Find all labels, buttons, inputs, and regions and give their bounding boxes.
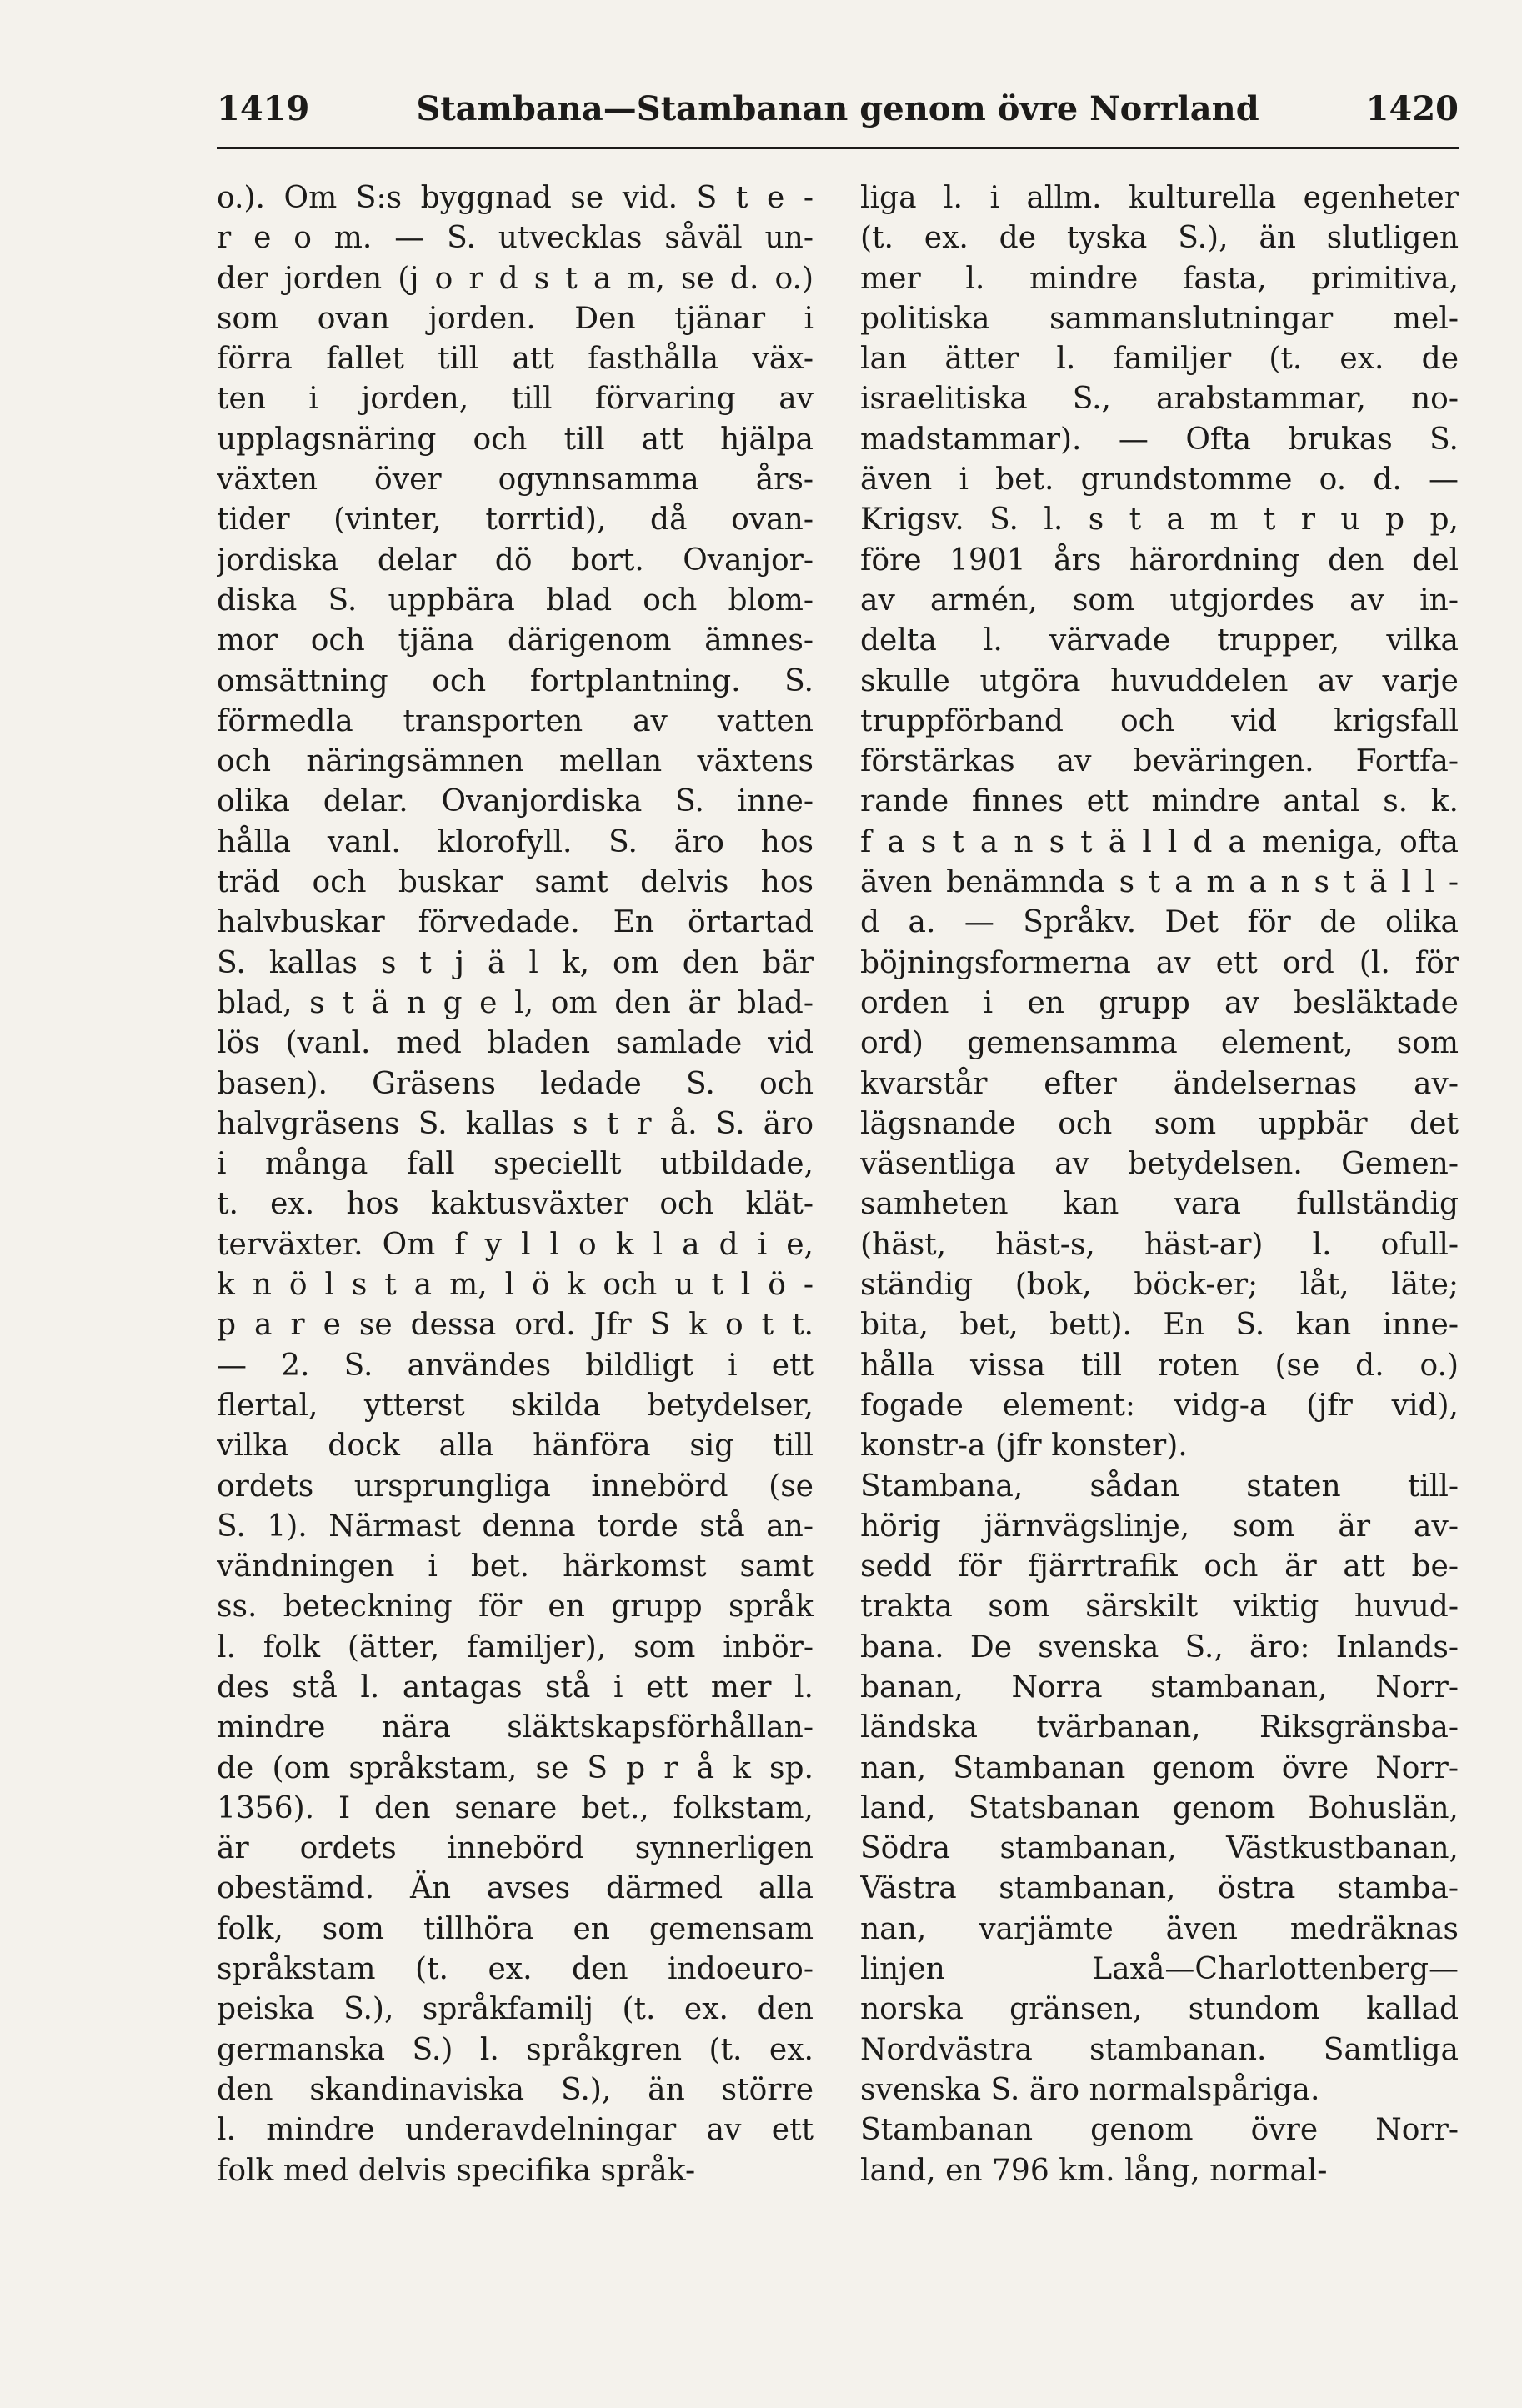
text-line: folk, som tillhöra en gemensam xyxy=(217,1911,814,1946)
text-line: f a s t a n s t ä l l d a meniga, ofta xyxy=(860,824,1459,859)
left-column xyxy=(217,178,814,2191)
text-line: förra fallet till att fasthålla väx- xyxy=(217,342,814,377)
text-line: förmedla transporten av vatten xyxy=(217,703,814,738)
text-line: r e o m. — S. utvecklas såväl un- xyxy=(217,221,814,256)
text-line: hålla vanl. klorofyll. S. äro hos xyxy=(217,824,814,859)
text-line: ten i jorden, till förvaring av xyxy=(217,382,814,417)
running-title: Stambana—Stambanan genom övre Norrland xyxy=(416,89,1259,128)
text-line: des stå l. antagas stå i ett mer l. xyxy=(217,1670,814,1705)
text-line: ordets ursprungliga innebörd (se xyxy=(217,1469,814,1504)
text-line: halvbuskar förvedade. En örtartad xyxy=(217,905,814,940)
text-line: i många fall speciellt utbildade, xyxy=(217,1147,814,1182)
text-line: — 2. S. användes bildligt i ett xyxy=(217,1348,814,1383)
text-line: flertal, ytterst skilda betydelser, xyxy=(217,1388,814,1423)
text-line: lös (vanl. med bladen samlade vid xyxy=(217,1026,814,1061)
text-line: samheten kan vara fullständig xyxy=(860,1187,1459,1222)
text-line: de (om språkstam, se S p r å k sp. xyxy=(217,1750,814,1785)
page-header xyxy=(217,83,1459,135)
text-line: trakta som särskilt viktig huvud- xyxy=(860,1589,1459,1625)
text-line: bana. De svenska S., äro: Inlands- xyxy=(860,1630,1459,1665)
text-line: orden i en grupp av besläktade xyxy=(860,985,1459,1020)
text-line: mor och tjäna därigenom ämnes- xyxy=(217,623,814,658)
text-line: l. folk (ätter, familjer), som inbör- xyxy=(217,1630,814,1665)
text-line: sedd för fjärrtrafik och är att be- xyxy=(860,1549,1459,1584)
text-line: mindre nära släktskapsförhållan- xyxy=(217,1710,814,1745)
text-line: är ordets innebörd synnerligen xyxy=(217,1831,814,1866)
text-line: även i bet. grundstomme o. d. — xyxy=(860,463,1459,498)
text-line: o.). Om S:s byggnad se vid. S t e - xyxy=(217,181,814,215)
text-line: obestämd. Än avses därmed alla xyxy=(217,1871,814,1906)
text-line: olika delar. Ovanjordiska S. inne- xyxy=(217,784,814,819)
text-line: svenska S. äro normalspåriga. xyxy=(860,2072,1320,2107)
text-line: växten över ogynnsamma års- xyxy=(217,463,814,498)
text-line: Västra stambanan, östra stamba- xyxy=(860,1871,1459,1906)
text-line: liga l. i allm. kulturella egenheter xyxy=(860,181,1459,215)
text-line: basen). Gräsens ledade S. och xyxy=(217,1066,814,1101)
right-column xyxy=(860,178,1459,2191)
text-line: omsättning och fortplantning. S. xyxy=(217,663,814,698)
text-line: före 1901 års härordning den del xyxy=(860,543,1459,578)
text-line: hålla vissa till roten (se d. o.) xyxy=(860,1348,1459,1383)
text-line: k n ö l s t a m, l ö k och u t l ö - xyxy=(217,1268,814,1303)
text-line: fogade element: vidg-a (jfr vid), xyxy=(860,1388,1459,1423)
text-line: av armén, som utgjordes av in- xyxy=(860,583,1459,618)
text-line: norska gränsen, stundom kallad xyxy=(860,1992,1459,2027)
text-line: ländska tvärbanan, Riksgränsba- xyxy=(860,1710,1459,1745)
text-line: politiska sammanslutningar mel- xyxy=(860,301,1459,336)
text-line: den skandinaviska S.), än större xyxy=(217,2072,814,2107)
text-line: ständig (bok, böck-er; låt, läte; xyxy=(860,1268,1459,1303)
text-line: vändningen i bet. härkomst samt xyxy=(217,1549,814,1584)
text-line: (t. ex. de tyska S.), än slutligen xyxy=(860,221,1459,256)
text-line: vilka dock alla hänföra sig till xyxy=(217,1429,814,1464)
text-line: förstärkas av beväringen. Fortfa- xyxy=(860,744,1459,779)
text-line: ss. beteckning för en grupp språk xyxy=(217,1589,814,1625)
text-line: nan, varjämte även medräknas xyxy=(860,1911,1459,1946)
text-line: p a r e se dessa ord. Jfr S k o t t. xyxy=(217,1308,814,1343)
text-line: kvarstår efter ändelsernas av- xyxy=(860,1066,1459,1101)
page-number-left: 1419 xyxy=(217,89,310,128)
text-line: träd och buskar samt delvis hos xyxy=(217,865,814,900)
text-line: nan, Stambanan genom övre Norr- xyxy=(860,1750,1459,1785)
text-line: konstr-a (jfr konster). xyxy=(860,1429,1188,1464)
text-line: blad, s t ä n g e l, om den är blad- xyxy=(217,985,814,1020)
page-number-right: 1420 xyxy=(1365,89,1459,128)
text-line: 1356). I den senare bet., folkstam, xyxy=(217,1790,814,1825)
text-line: der jorden (j o r d s t a m, se d. o.) xyxy=(217,261,814,296)
text-line: skulle utgöra huvuddelen av varje xyxy=(860,663,1459,698)
text-line: mer l. mindre fasta, primitiva, xyxy=(860,261,1459,296)
text-line: och näringsämnen mellan växtens xyxy=(217,744,814,779)
text-line: lägsnande och som uppbär det xyxy=(860,1106,1459,1141)
text-line: väsentliga av betydelsen. Gemen- xyxy=(860,1147,1459,1182)
text-line: diska S. uppbära blad och blom- xyxy=(217,583,814,618)
text-line: delta l. värvade trupper, vilka xyxy=(860,623,1459,658)
text-line: truppförband och vid krigsfall xyxy=(860,703,1459,738)
header-rule xyxy=(217,147,1459,149)
text-line: germanska S.) l. språkgren (t. ex. xyxy=(217,2032,814,2067)
text-line: rande finnes ett mindre antal s. k. xyxy=(860,784,1459,819)
text-line: folk med delvis specifika språk- xyxy=(217,2153,696,2188)
text-line: israelitiska S., arabstammar, no- xyxy=(860,382,1459,417)
text-line: peiska S.), språkfamilj (t. ex. den xyxy=(217,1992,814,2027)
text-line: upplagsnäring och till att hjälpa xyxy=(217,422,814,457)
text-line: t. ex. hos kaktusväxter och klät- xyxy=(217,1187,814,1222)
text-line: linjen Laxå—Charlottenberg— xyxy=(860,1952,1459,1987)
text-line: S. kallas s t j ä l k, om den bär xyxy=(217,945,814,980)
text-line: lan ätter l. familjer (t. ex. de xyxy=(860,342,1459,377)
text-line: land, Statsbanan genom Bohuslän, xyxy=(860,1790,1459,1825)
text-line: terväxter. Om f y l l o k l a d i e, xyxy=(217,1227,814,1262)
text-line: l. mindre underavdelningar av ett xyxy=(217,2113,814,2148)
text-line: (häst, häst-s, häst-ar) l. ofull- xyxy=(860,1227,1459,1262)
text-line: d a. — Språkv. Det för de olika xyxy=(860,905,1459,940)
text-line: land, en 796 km. lång, normal- xyxy=(860,2153,1328,2188)
text-line: även benämnda s t a m a n s t ä l l - xyxy=(860,865,1459,900)
text-line: tider (vinter, torrtid), då ovan- xyxy=(217,503,814,538)
text-line: banan, Norra stambanan, Norr- xyxy=(860,1670,1459,1705)
text-line: Nordvästra stambanan. Samtliga xyxy=(860,2032,1459,2067)
text-line: Södra stambanan, Västkustbanan, xyxy=(860,1831,1459,1866)
text-line: S. 1). Närmast denna torde stå an- xyxy=(217,1509,814,1544)
text-line: språkstam (t. ex. den indoeuro- xyxy=(217,1952,814,1987)
text-line: Stambanan genom övre Norr- xyxy=(860,2113,1459,2148)
text-line: böjningsformerna av ett ord (l. för xyxy=(860,945,1459,980)
text-line: ord) gemensamma element, som xyxy=(860,1026,1459,1061)
text-line: som ovan jorden. Den tjänar i xyxy=(217,301,814,336)
text-line: Krigsv. S. l. s t a m t r u p p, xyxy=(860,503,1459,538)
text-line: hörig järnvägslinje, som är av- xyxy=(860,1509,1459,1544)
text-line: Stambana, sådan staten till- xyxy=(860,1469,1459,1504)
text-line: jordiska delar dö bort. Ovanjor- xyxy=(217,543,814,578)
text-line: halvgräsens S. kallas s t r å. S. äro xyxy=(217,1106,814,1141)
text-line: madstammar). — Ofta brukas S. xyxy=(860,422,1459,457)
text-line: bita, bet, bett). En S. kan inne- xyxy=(860,1308,1459,1343)
